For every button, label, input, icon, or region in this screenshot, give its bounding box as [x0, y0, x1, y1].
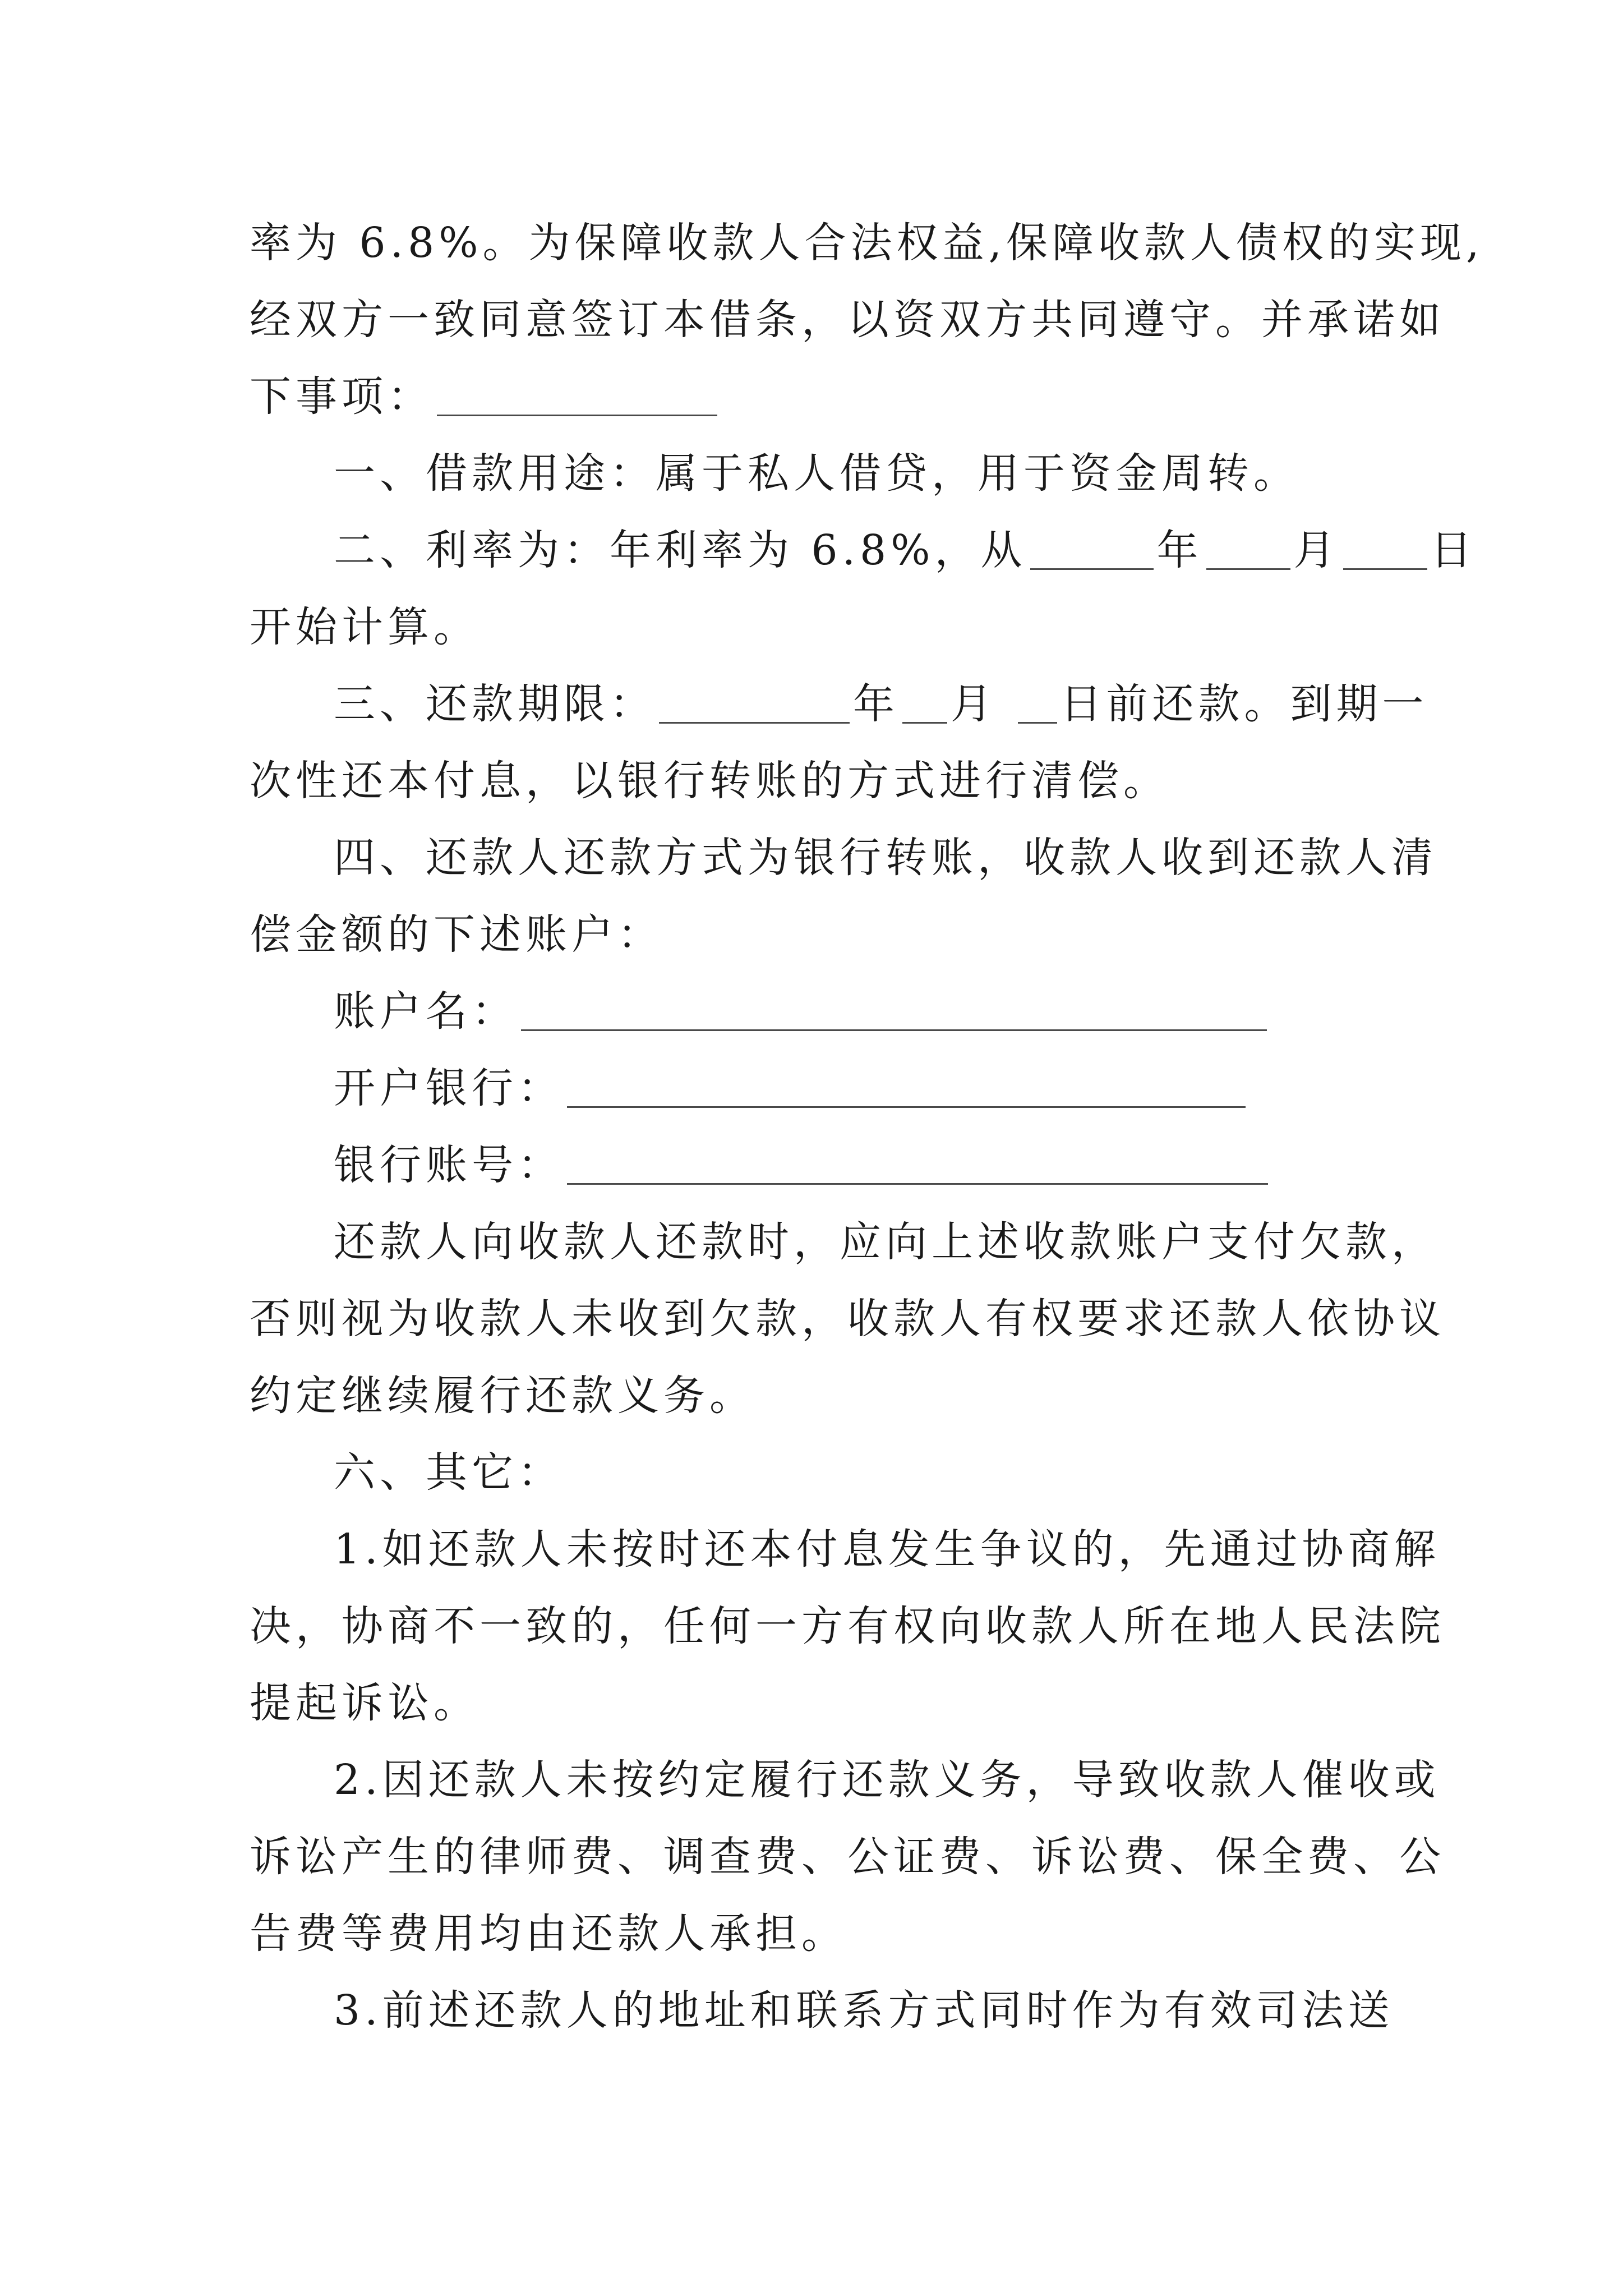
text-line	[250, 1895, 1394, 1972]
text-line	[250, 358, 1394, 435]
document-body	[250, 205, 1484, 2049]
text-line	[250, 896, 1394, 973]
fill-in-blank[interactable]	[1030, 527, 1154, 570]
fill-in-blank[interactable]	[521, 988, 1267, 1031]
text-segment: 开始计算。	[250, 603, 479, 651]
text-line	[250, 1050, 1394, 1127]
text-segment: 诉讼产生的律师费、调查费、公证费、诉讼费、保全费、公	[250, 1833, 1445, 1881]
text-line	[250, 1588, 1445, 1665]
text-segment: 账户名：	[334, 987, 518, 1036]
text-segment: 还款人向收款人还款时，应向上述收款账户支付欠款，	[334, 1218, 1437, 1266]
text-line	[250, 1358, 1394, 1434]
text-segment: 2.因还款人未按约定履行还款义务，导致收款人催收或	[334, 1756, 1440, 1804]
text-line	[250, 1665, 1394, 1742]
text-segment: 二、利率为：年利率为 6.8%，从	[334, 526, 1027, 574]
text-line	[250, 1742, 1440, 1819]
text-line	[250, 205, 1484, 282]
text-segment: 偿金额的下述账户：	[250, 910, 663, 959]
text-segment: 年	[1156, 526, 1203, 574]
text-line	[250, 435, 1394, 512]
text-segment: 年	[853, 680, 899, 728]
fill-in-blank[interactable]	[567, 1065, 1246, 1108]
text-line	[250, 512, 1477, 589]
fill-in-blank[interactable]	[437, 373, 717, 416]
text-segment: 一、借款用途：属于私人借贷，用于资金周转。	[334, 449, 1299, 498]
text-line	[250, 1204, 1437, 1281]
text-line	[250, 1511, 1440, 1588]
text-line	[250, 1819, 1445, 1895]
text-segment: 银行账号：	[334, 1141, 564, 1189]
fill-in-blank[interactable]	[1206, 527, 1290, 570]
fill-in-blank[interactable]	[902, 680, 947, 724]
text-line	[250, 666, 1428, 743]
text-segment: 决，协商不一致的，任何一方有权向收款人所在地人民法院	[250, 1602, 1445, 1650]
fill-in-blank[interactable]	[1343, 527, 1427, 570]
text-segment: 下事项：	[250, 372, 434, 421]
text-segment: 1.如还款人未按时还本付息发生争议的，先通过协商解	[334, 1525, 1440, 1573]
text-segment: 率为 6.8%。为保障收款人合法权益,保障收款人债权的实现,	[250, 219, 1484, 267]
text-segment: 告费等费用均由还款人承担。	[250, 1910, 847, 1958]
text-line	[250, 282, 1445, 358]
text-line	[250, 1281, 1445, 1358]
text-segment: 3.前述还款人的地址和联系方式同时作为有效司法送	[334, 1986, 1394, 2035]
fill-in-blank[interactable]	[1018, 680, 1057, 724]
text-line	[250, 1972, 1394, 2049]
text-line	[250, 973, 1394, 1050]
text-line	[250, 589, 1394, 666]
fill-in-blank[interactable]	[659, 680, 850, 724]
text-segment: 日前还款。到期一	[1060, 680, 1428, 728]
text-line	[250, 1434, 1394, 1511]
text-segment: 否则视为收款人未收到欠款，收款人有权要求还款人依协议	[250, 1295, 1445, 1343]
text-segment: 日	[1430, 526, 1477, 574]
text-segment: 月	[1293, 526, 1340, 574]
text-segment: 开户银行：	[334, 1064, 564, 1112]
text-line	[250, 1127, 1394, 1204]
text-segment: 经双方一致同意签订本借条，以资双方共同遵守。并承诺如	[250, 296, 1445, 344]
fill-in-blank[interactable]	[567, 1142, 1268, 1185]
text-segment: 四、还款人还款方式为银行转账，收款人收到还款人清	[334, 834, 1437, 882]
text-segment: 六、其它：	[334, 1448, 564, 1497]
text-segment: 月	[951, 680, 1015, 728]
text-segment: 三、还款期限：	[334, 680, 656, 728]
text-segment: 次性还本付息，以银行转账的方式进行清偿。	[250, 757, 1169, 805]
text-line	[250, 743, 1394, 820]
text-segment: 提起诉讼。	[250, 1679, 479, 1727]
text-line	[250, 820, 1437, 896]
text-segment: 约定继续履行还款义务。	[250, 1372, 755, 1420]
